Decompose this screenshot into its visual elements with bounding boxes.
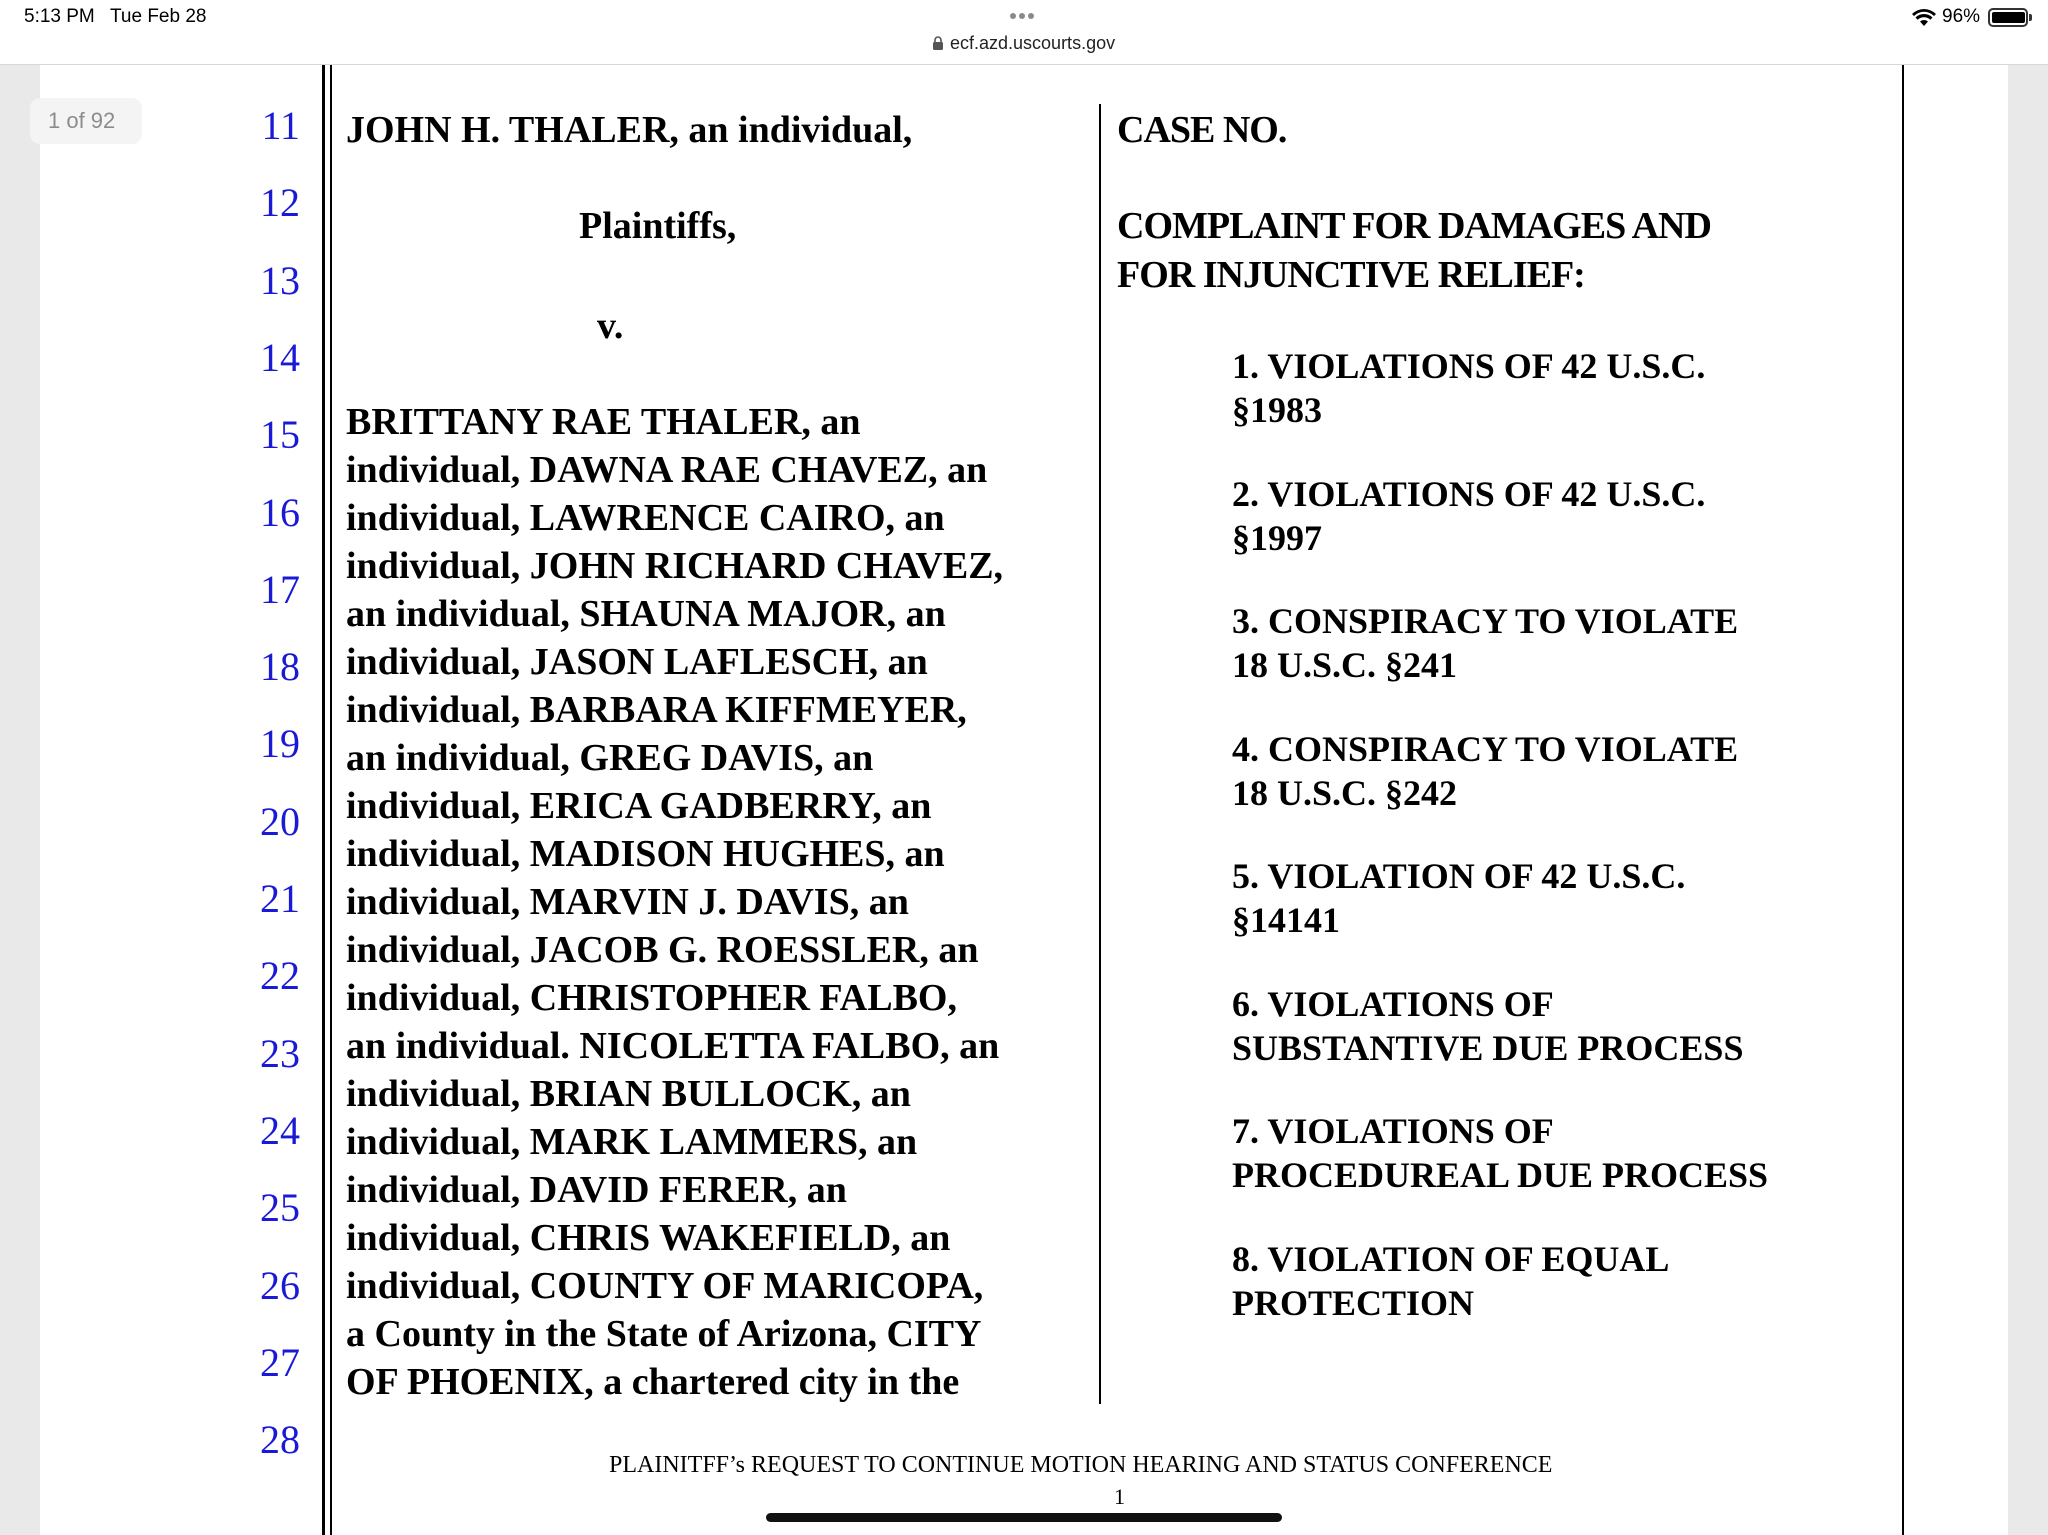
- count-line: PROTECTION: [1232, 1282, 1475, 1323]
- caption-divider-rule: [1099, 104, 1101, 1404]
- defendant-line: an individual. NICOLETTA FALBO, an: [346, 1025, 1000, 1067]
- count-line: §14141: [1232, 900, 1340, 940]
- battery-percentage: 96%: [1942, 6, 1981, 27]
- count-item: [1232, 854, 1685, 942]
- url-text[interactable]: ecf.azd.uscourts.gov: [950, 33, 1116, 53]
- status-date: Tue Feb 28: [110, 6, 207, 27]
- defendant-line: individual, JASON LAFLESCH, an: [346, 641, 928, 683]
- line-number: 16: [260, 489, 300, 535]
- count-item: [1232, 982, 1743, 1070]
- count-line: 3. CONSPIRACY TO VIOLATE: [1232, 601, 1739, 641]
- defendant-line: individual, MARVIN J. DAVIS, an: [346, 881, 909, 923]
- battery-icon: [1988, 8, 2028, 27]
- versus-label: v.: [597, 305, 624, 347]
- count-line: 18 U.S.C. §241: [1232, 645, 1458, 685]
- defendant-line: individual, JACOB G. ROESSLER, an: [346, 929, 979, 971]
- count-line: SUBSTANTIVE DUE PROCESS: [1232, 1027, 1744, 1068]
- lock-icon: [932, 36, 944, 56]
- line-number: 18: [260, 644, 300, 690]
- line-number: 21: [260, 876, 300, 921]
- defendant-line: individual, BARBARA KIFFMEYER,: [346, 689, 967, 731]
- defendant-line: individual, DAWNA RAE CHAVEZ, an: [346, 449, 988, 491]
- defendant-line: individual, LAWRENCE CAIRO, an: [346, 497, 945, 539]
- defendant-line: individual, MADISON HUGHES, an: [346, 833, 945, 875]
- complaint-title-line: FOR INJUNCTIVE RELIEF:: [1117, 254, 1585, 296]
- line-number: 19: [260, 721, 300, 767]
- left-margin-rule-inner: [330, 65, 332, 1535]
- count-line: 1. VIOLATIONS OF 42 U.S.C.: [1232, 346, 1706, 386]
- plaintiff-name: JOHN H. THALER, an individual,: [346, 109, 913, 151]
- defendant-line: individual, CHRIS WAKEFIELD, an: [346, 1217, 951, 1259]
- defendant-line: a County in the State of Arizona, CITY: [346, 1313, 982, 1355]
- complaint-title: [1117, 202, 1711, 300]
- count-item: [1232, 599, 1738, 687]
- count-line: 6. VIOLATIONS OF: [1232, 983, 1554, 1024]
- line-number: 11: [261, 103, 300, 148]
- line-number: 13: [260, 257, 300, 303]
- count-line: 8. VIOLATION OF EQUAL: [1232, 1238, 1670, 1279]
- battery-tip: [2029, 14, 2032, 21]
- line-number: 14: [260, 334, 300, 380]
- line-number: 28: [260, 1417, 300, 1463]
- count-line: PROCEDUREAL DUE PROCESS: [1232, 1155, 1769, 1195]
- complaint-title-line: COMPLAINT FOR DAMAGES AND: [1117, 205, 1711, 247]
- battery-level-fill: [1992, 12, 2025, 23]
- line-number: 17: [260, 566, 300, 612]
- count-item: [1232, 344, 1705, 432]
- defendant-line: OF PHOENIX, a chartered city in the: [346, 1361, 960, 1403]
- defendant-line: individual, CHRISTOPHER FALBO,: [346, 977, 957, 1019]
- line-number: 22: [260, 953, 300, 999]
- count-line: 5. VIOLATION OF 42 U.S.C.: [1232, 856, 1686, 896]
- line-number: 15: [260, 412, 300, 458]
- line-number: 23: [260, 1030, 300, 1076]
- count-line: 4. CONSPIRACY TO VIOLATE: [1232, 728, 1739, 769]
- address-bar[interactable]: [0, 30, 2048, 64]
- count-item: [1232, 1237, 1669, 1325]
- line-number: 25: [260, 1185, 300, 1231]
- footer-page-number: 1: [1114, 1484, 1125, 1509]
- count-item: [1232, 1109, 1768, 1197]
- page-counter: 1 of 92: [30, 98, 142, 144]
- defendant-line: individual, ERICA GADBERRY, an: [346, 785, 932, 827]
- multitasking-dots-icon[interactable]: [1010, 6, 1040, 16]
- status-time: 5:13 PM: [24, 6, 95, 27]
- right-margin-rule: [1902, 65, 1904, 1535]
- home-indicator[interactable]: [766, 1513, 1282, 1522]
- line-number: 27: [260, 1339, 300, 1385]
- line-number: 26: [260, 1262, 300, 1308]
- count-item: [1232, 472, 1705, 560]
- defendant-line: individual, JOHN RICHARD CHAVEZ,: [346, 545, 1004, 587]
- defendant-line: individual, MARK LAMMERS, an: [346, 1121, 918, 1163]
- defendant-line: individual, DAVID FERER, an: [346, 1169, 847, 1211]
- defendant-line: individual, BRIAN BULLOCK, an: [346, 1073, 911, 1115]
- line-number: 20: [260, 798, 300, 844]
- defendant-line: an individual, SHAUNA MAJOR, an: [346, 593, 946, 635]
- defendant-line: individual, COUNTY OF MARICOPA,: [346, 1265, 984, 1307]
- count-line: §1997: [1232, 517, 1322, 558]
- defendants-list: [346, 398, 1086, 1406]
- left-margin-rule: [322, 65, 325, 1535]
- count-line: §1983: [1232, 390, 1322, 430]
- case-number-label: CASE NO.: [1117, 109, 1287, 151]
- count-line: 2. VIOLATIONS OF 42 U.S.C.: [1232, 473, 1706, 514]
- line-number: 24: [260, 1107, 300, 1153]
- line-number: 12: [260, 180, 300, 226]
- plaintiffs-label: Plaintiffs,: [579, 205, 737, 247]
- defendant-line: an individual, GREG DAVIS, an: [346, 737, 874, 779]
- footer-title: PLAINITFF’s REQUEST TO CONTINUE MOTION HEARING AND STATUS CONFERENCE: [609, 1452, 1553, 1478]
- defendant-line: BRITTANY RAE THALER, an: [346, 401, 861, 443]
- count-line: 18 U.S.C. §242: [1232, 772, 1458, 813]
- wifi-icon: [1912, 9, 1936, 32]
- count-item: [1232, 727, 1738, 815]
- count-line: 7. VIOLATIONS OF: [1232, 1111, 1554, 1151]
